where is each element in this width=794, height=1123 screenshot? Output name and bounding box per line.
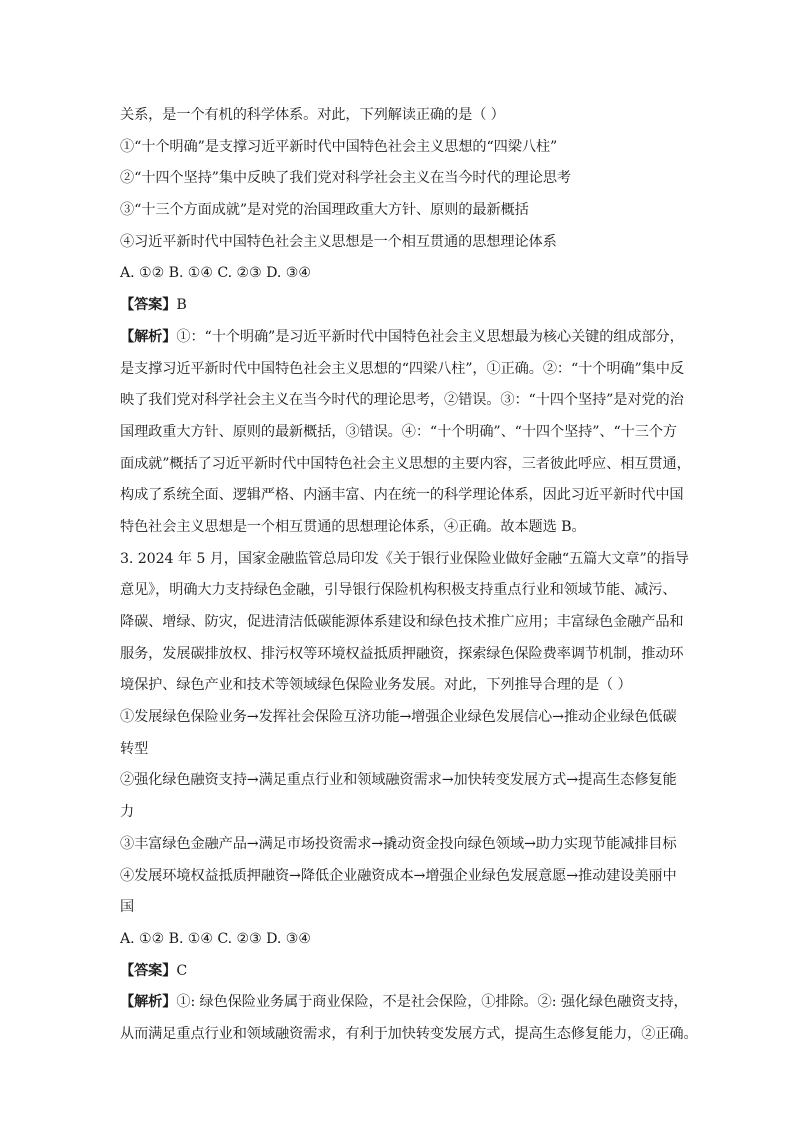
analysis-label: 【解析】 xyxy=(120,994,177,1011)
analysis-text: 映了我们党对科学社会主义在当今时代的理论思考，②错误。③：“十四个坚持”是对党的治 xyxy=(120,392,684,409)
answer-label: 【答案】 xyxy=(120,962,177,979)
statement-text: ④发展环境权益抵质押融资→降低企业融资成本→增强企业绿色发展意愿→推动建设美丽中 xyxy=(120,867,677,884)
answer-value: C xyxy=(176,962,188,979)
analysis-label: 【解析】 xyxy=(120,328,177,345)
statement-text: 转型 xyxy=(120,740,149,757)
statement-text: ③丰富绿色金融产品→满足市场投资需求→撬动资金投向绿色领域→助力实现节能减排目标 xyxy=(120,835,677,852)
statement-1: ①“十个明确”是支撑习近平新时代中国特色社会主义思想的“四梁八柱” xyxy=(120,138,558,155)
analysis-text: 特色社会主义思想是一个相互贯通的思想理论体系，④正确。故本题选 B。 xyxy=(120,518,586,535)
question-3-stem: 境保护、绿色产业和技术等领域绿色保险业务发展。对此，下列推导合理的是（ ） xyxy=(120,677,632,694)
analysis-text: 是支撑习近平新时代中国特色社会主义思想的“四梁八柱”，①正确。②：“十个明确”集中反 xyxy=(120,360,684,377)
analysis-text: 面成就”概括了习近平新时代中国特色社会主义思想的主要内容，三者彼此呼应、相互贯通， xyxy=(120,455,691,472)
answer-options: A. ①② B. ①④ C. ②③ D. ③④ xyxy=(120,265,311,282)
answer-options: A. ①② B. ①④ C. ②③ D. ③④ xyxy=(120,930,311,947)
statement-text: ②强化绿色融资支持→满足重点行业和领域融资需求→加快转变发展方式→提高生态修复能 xyxy=(120,772,677,789)
statement-text: 国 xyxy=(120,899,135,916)
analysis-text: ①：“十个明确”是习近平新时代中国特色社会主义思想最为核心关键的组成部分， xyxy=(176,328,684,345)
analysis-line xyxy=(120,987,688,1019)
answer-line xyxy=(120,956,680,988)
document-page xyxy=(120,100,698,1051)
statement-4: ④习近平新时代中国特色社会主义思想是一个相互贯通的思想理论体系 xyxy=(120,233,557,250)
answer-value: B xyxy=(176,297,187,314)
analysis-text: 国理政重大方针、原则的最新概括，③错误。④：“十个明确”、“十四个坚持”、“十三个方 xyxy=(120,423,678,440)
statement-2: ②“十四个坚持”集中反映了我们党对科学社会主义在当今时代的理论思考 xyxy=(120,170,572,187)
answer-line xyxy=(120,290,680,322)
statement-text: ①发展绿色保险业务→发挥社会保险互济功能→增强企业绿色发展信心→推动企业绿色低碳 xyxy=(120,709,677,726)
question-3-stem: 3. 2024 年 5 月，国家金融监管总局印发《关于银行业保险业做好金融“五篇大文章”的指导 xyxy=(120,550,689,567)
analysis-text: 从而满足重点行业和领域融资需求，有利于加快转变发展方式，提高生态修复能力，②正确。 xyxy=(120,1025,698,1042)
analysis-text: 构成了系统全面、逻辑严格、内涵丰富、内在统一的科学理论体系，因此习近平新时代中国 xyxy=(120,487,684,504)
statement-3: ③“十三个方面成就”是对党的治国理政重大方针、原则的最新概括 xyxy=(120,202,529,219)
question-3-stem: 意见》，明确大力支持绿色金融，引导银行保险机构积极支持重点行业和领域节能、减污、 xyxy=(120,582,677,599)
analysis-text: ①: 绿色保险业务属于商业保险，不是社会保险，①排除。②: 强化绿色融资支持， xyxy=(176,994,688,1011)
statement-text: 力 xyxy=(120,804,135,821)
question-3-stem: 服务，发展碳排放权、排污权等环境权益抵质押融资，探索绿色保险费率调节机制，推动环 xyxy=(120,645,684,662)
answer-label: 【答案】 xyxy=(120,297,177,314)
question-3-stem: 降碳、增绿、防灾，促进清洁低碳能源体系建设和绿色技术推广应用；丰富绿色金融产品和 xyxy=(120,614,684,630)
question-stem-end: 关系，是一个有机的科学体系。对此，下列解读正确的是（ ） xyxy=(120,107,505,123)
analysis-line xyxy=(120,322,684,354)
